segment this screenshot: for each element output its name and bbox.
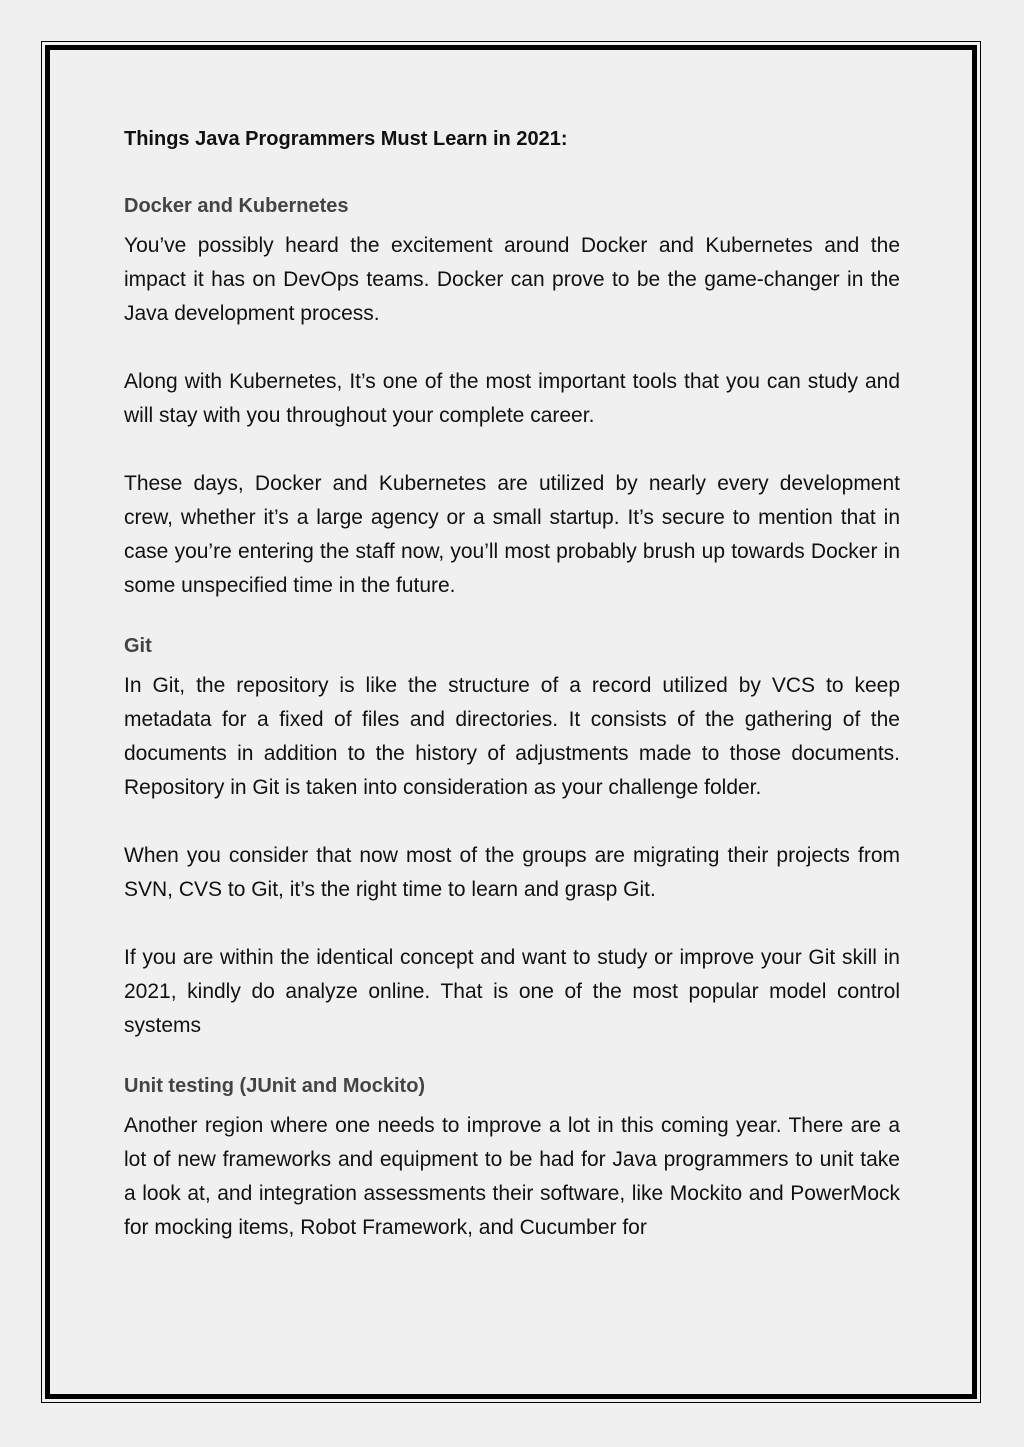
section-docker-kubernetes (124, 189, 900, 603)
paragraph: You’ve possibly heard the excitement around Docker and Kubernetes and the impact it has on DevOps teams. Docker can prove to be the game-changer in the Java development process. (124, 234, 900, 325)
document-body (124, 122, 900, 1271)
paragraph: Another region where one needs to improve a lot in this coming year. There are a lot of new frameworks and equipment to be had for Java programmers to unit take a look at, and integration assessments their software, like Mockito and PowerMock for mocking items, Robot Framework, and Cucumber for (124, 1114, 900, 1239)
section-heading: Git (124, 635, 152, 657)
paragraph: If you are within the identical concept and want to study or improve your Git skill in 2021, kindly do analyze online. That is one of the most popular model control systems (124, 946, 900, 1037)
section-heading: Docker and Kubernetes (124, 195, 349, 217)
document-title: Things Java Programmers Must Learn in 2021: (124, 128, 568, 150)
section-unit-testing (124, 1069, 900, 1245)
paragraph: When you consider that now most of the groups are migrating their projects from SVN, CVS to Git, it’s the right time to learn and grasp Git. (124, 844, 900, 901)
paragraph: Along with Kubernetes, It’s one of the most important tools that you can study and will stay with you throughout your complete career. (124, 370, 900, 427)
section-git (124, 629, 900, 1043)
section-heading: Unit testing (JUnit and Mockito) (124, 1075, 426, 1097)
paragraph: In Git, the repository is like the structure of a record utilized by VCS to keep metadata for a fixed of files and directories. It consists of the gathering of the documents in addition to the history of adjustments made to those documents. Repository in Git is taken into consideration as your challenge folder. (124, 674, 900, 799)
paragraph: These days, Docker and Kubernetes are utilized by nearly every development crew, whether it’s a large agency or a small startup. It’s secure to mention that in case you’re entering the staff now, you’ll most probably brush up towards Docker in some unspecified time in the future. (124, 472, 900, 597)
